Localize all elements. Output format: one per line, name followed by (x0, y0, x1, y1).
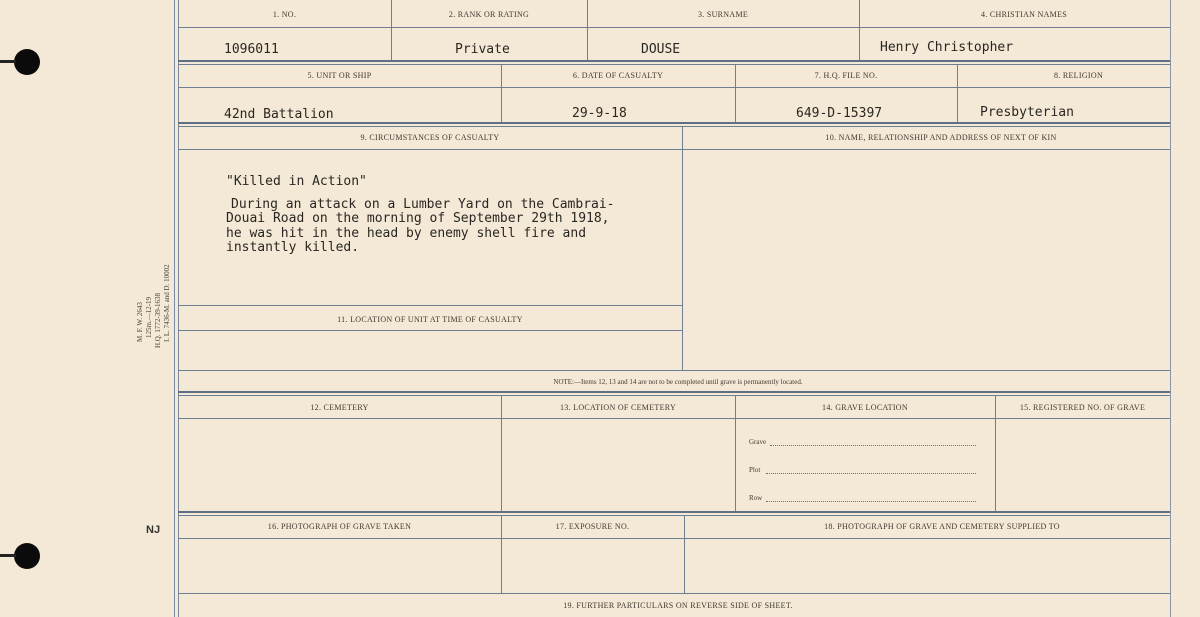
note-text: NOTE:—Items 12, 13 and 14 are not to be completed until grave is permanently located. (553, 378, 803, 386)
label-location-unit: 11. LOCATION OF UNIT AT TIME OF CASUALTY (337, 315, 523, 324)
circumstances-line-5: instantly killed. (226, 240, 360, 255)
punch-hole-top (14, 49, 40, 75)
label-hq-file: 7. H.Q. FILE NO. (814, 71, 878, 80)
value-rank: Private (455, 42, 510, 57)
grave-label: Grave (749, 438, 767, 446)
label-date-casualty: 6. DATE OF CASUALTY (572, 71, 664, 80)
value-hq-file: 649-D-15397 (796, 106, 883, 121)
label-rank: 2. RANK OR RATING (448, 10, 530, 19)
punch-hole-bottom (14, 543, 40, 569)
circumstances-line-3: Douai Road on the morning of September 29th 1918, (226, 211, 610, 226)
label-cemetery: 12. CEMETERY (310, 403, 369, 412)
value-surname: DOUSE (641, 42, 681, 57)
circumstances-line-1: "Killed in Action" (226, 174, 367, 189)
label-christian-names: 4. CHRISTIAN NAMES (980, 10, 1068, 19)
side-print-2: 125m.—12-19 (145, 296, 153, 338)
side-print-4: I. L. 7436-M. and D. 10002 (163, 264, 171, 342)
value-unit: 42nd Battalion (224, 107, 334, 122)
label-unit: 5. UNIT OR SHIP (307, 71, 372, 80)
label-no: 1. NO. (272, 10, 297, 19)
value-no: 1096011 (224, 42, 279, 57)
label-grave-location: 14. GRAVE LOCATION (822, 403, 908, 412)
label-religion: 8. RELIGION (1053, 71, 1104, 80)
label-further: 19. FURTHER PARTICULARS ON REVERSE SIDE OF SHEET. (563, 601, 793, 610)
value-christian-names: Henry Christopher (880, 40, 1014, 55)
label-next-of-kin: 10. NAME, RELATIONSHIP AND ADDRESS OF NEXT OF KIN (825, 133, 1057, 142)
initials: NJ (146, 524, 161, 536)
label-photo-taken: 16. PHOTOGRAPH OF GRAVE TAKEN (267, 522, 412, 531)
hole-tab-bottom (0, 554, 16, 557)
label-circumstances: 9. CIRCUMSTANCES OF CASUALTY (360, 133, 500, 142)
label-surname: 3. SURNAME (697, 10, 749, 19)
circumstances-line-4: he was hit in the head by enemy shell fire and (226, 226, 587, 241)
label-location-cemetery: 13. LOCATION OF CEMETERY (559, 403, 677, 412)
label-photo-supplied: 18. PHOTOGRAPH OF GRAVE AND CEMETERY SUPPLIED TO (824, 522, 1060, 531)
value-date-casualty: 29-9-18 (572, 106, 627, 121)
row-label: Row (749, 494, 763, 502)
hole-tab-top (0, 60, 16, 63)
margin-rule (174, 0, 175, 617)
circumstances-line-2: During an attack on a Lumber Yard on the Cambrai- (231, 197, 615, 212)
side-print-3: H.Q. 1772-39-1638 (154, 292, 162, 348)
value-religion: Presbyterian (980, 105, 1074, 120)
side-print-1: M. F. W. 2643 (136, 302, 144, 342)
label-exposure: 17. EXPOSURE NO. (555, 522, 630, 531)
plot-label: Plot (749, 466, 761, 474)
label-registered-no: 15. REGISTERED NO. OF GRAVE (1019, 403, 1146, 412)
